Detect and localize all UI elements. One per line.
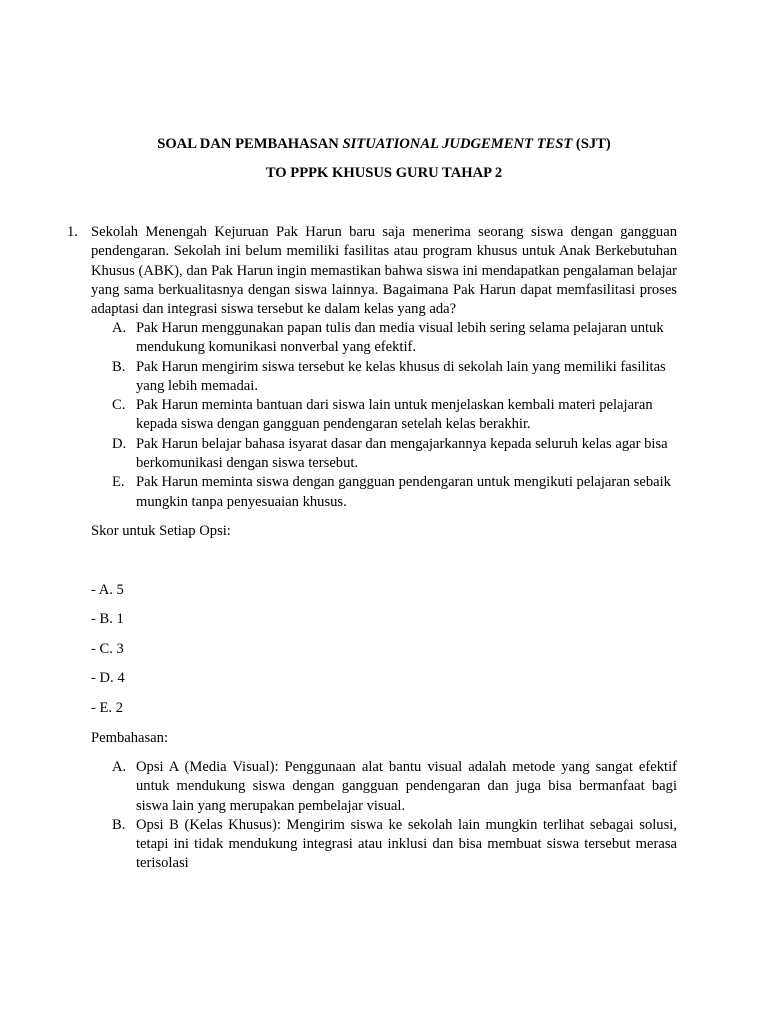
discussion-item-a xyxy=(112,758,677,816)
score-item-e: - E. 2 xyxy=(91,700,124,716)
discussion-item-b xyxy=(112,816,677,874)
option-letter: D. xyxy=(112,435,127,452)
option-letter: C. xyxy=(112,397,126,414)
score-heading: Skor untuk Setiap Opsi: xyxy=(91,523,231,539)
title-part-1: SOAL DAN PEMBAHASAN xyxy=(157,136,343,152)
document-title xyxy=(0,135,768,154)
option-letter: B. xyxy=(112,358,126,375)
discussion-letter: B. xyxy=(112,816,126,833)
answer-option-a xyxy=(112,319,677,358)
discussion-text: Opsi B (Kelas Khusus): Mengirim siswa ke sekolah lain mungkin terlihat sebagai solusi, tetapi ini tidak mendukung integrasi atau inklusi dan bisa membuat siswa tersebut merasa terisolasi xyxy=(136,816,677,872)
document-subtitle: TO PPPK KHUSUS GURU TAHAP 2 xyxy=(265,165,503,181)
option-text: Pak Harun mengirim siswa tersebut ke kelas khusus di sekolah lain yang memiliki fasilitas yang lebih memadai. xyxy=(136,358,666,394)
score-item-a: - A. 5 xyxy=(91,582,124,598)
answer-option-e xyxy=(112,473,677,512)
score-item-c: - C. 3 xyxy=(91,641,124,657)
option-text: Pak Harun meminta siswa dengan gangguan pendengaran untuk mengikuti pelajaran sebaik mungkin tanpa penyesuaian khusus. xyxy=(136,474,671,510)
answer-options xyxy=(112,319,677,512)
discussion-letter: A. xyxy=(112,759,127,775)
discussion-text: Opsi A (Media Visual): Penggunaan alat bantu visual adalah metode yang sangat efektif untuk mendukung siswa dengan gangguan pendengaran dan juga bisa bermanfaat bagi siswa lain yang merupakan pembelajar visual. xyxy=(136,759,677,814)
question-number: 1. xyxy=(67,224,78,240)
score-item-b: - B. 1 xyxy=(91,611,124,627)
score-item-d: - D. 4 xyxy=(91,670,125,686)
option-text: Pak Harun menggunakan papan tulis dan media visual lebih sering selama pelajaran untuk mendukung komunikasi nonverbal yang efektif. xyxy=(136,320,664,356)
option-text: Pak Harun meminta bantuan dari siswa lain untuk menjelaskan kembali materi pelajaran kepada siswa dengan gangguan pendengaran setelah kelas berakhir. xyxy=(136,397,653,433)
option-text: Pak Harun belajar bahasa isyarat dasar dan mengajarkannya kepada seluruh kelas agar bisa berkomunikasi dengan siswa tersebut. xyxy=(136,435,668,472)
discussion-heading: Pembahasan: xyxy=(91,730,169,746)
discussion-list xyxy=(112,758,677,874)
title-part-2: (SJT) xyxy=(572,136,611,152)
answer-option-b xyxy=(112,358,677,397)
answer-option-d xyxy=(112,435,677,474)
option-letter: A. xyxy=(112,320,127,336)
question-text: Sekolah Menengah Kejuruan Pak Harun baru saja menerima seorang siswa dengan gangguan pendengaran. Sekolah ini belum memiliki fasilitas atau program khusus untuk Anak Berkebutuhan Khusus (ABK), dan Pak Harun ingin memastikan bahwa siswa ini mendapatkan pengalaman belajar yang sama berkualitasnya dengan siswa lainnya. Bagaimana Pak Harun dapat memfasilitasi proses adaptasi dan integrasi siswa tersebut ke dalam kelas yang ada? xyxy=(91,224,677,318)
answer-option-c xyxy=(112,396,677,435)
option-letter: E. xyxy=(112,474,125,491)
title-italic: SITUATIONAL JUDGEMENT TEST xyxy=(342,136,573,152)
